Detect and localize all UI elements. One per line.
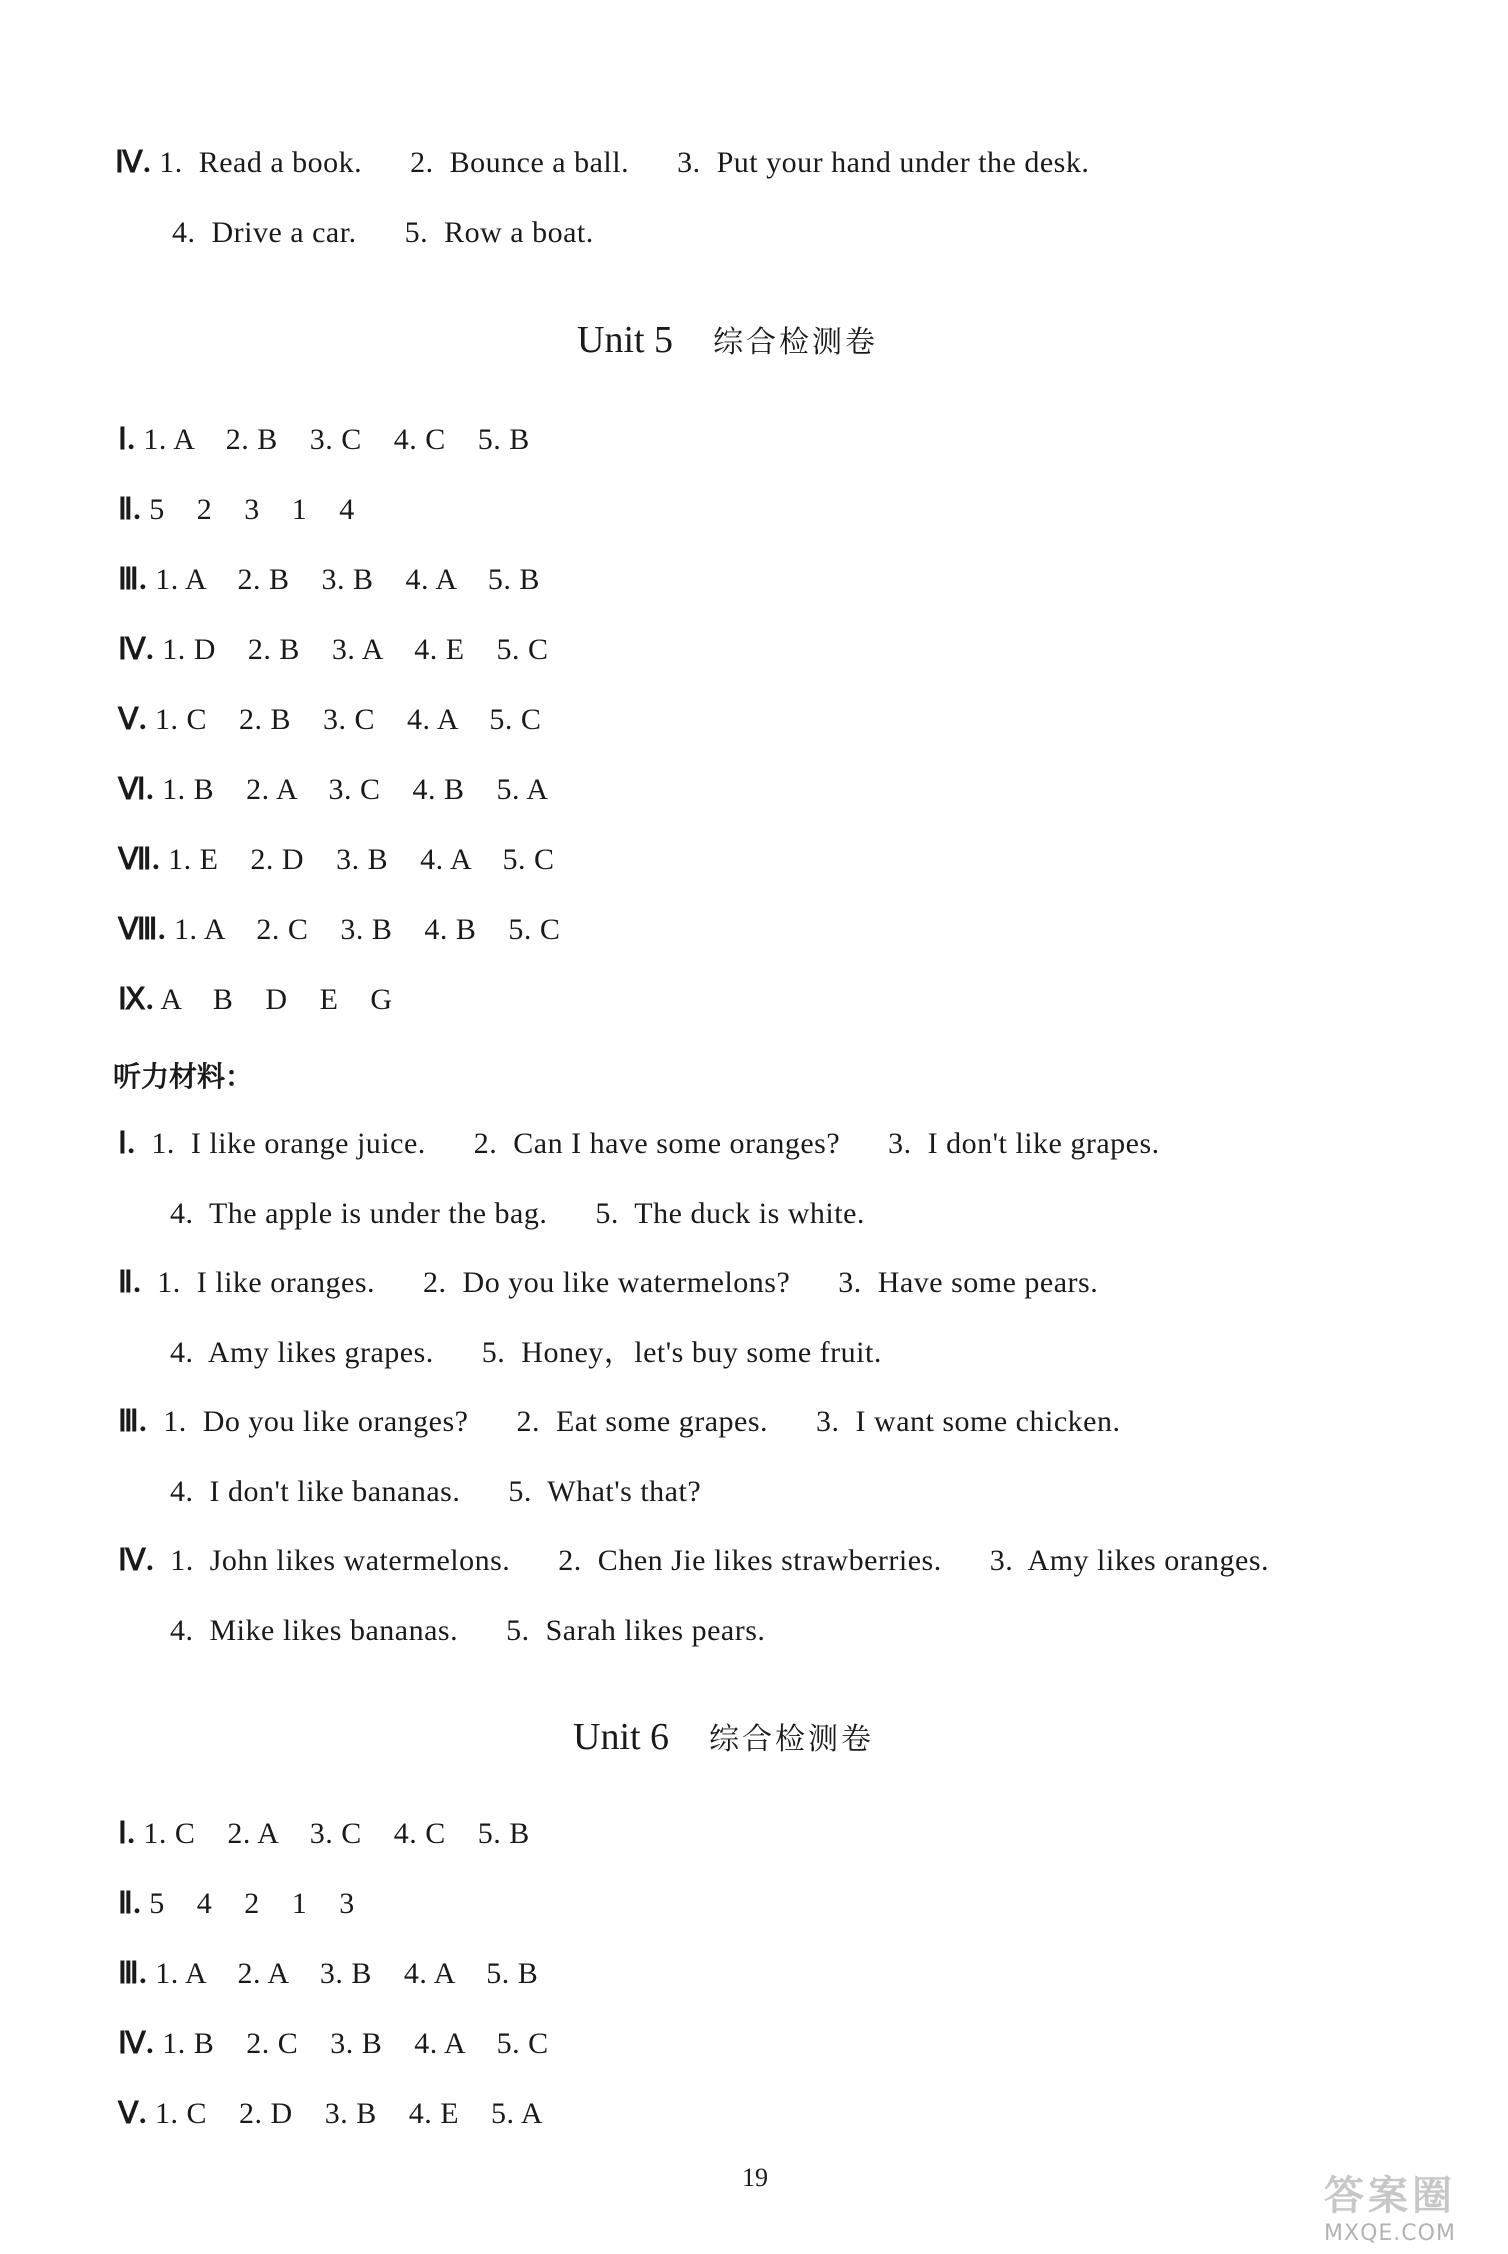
section-numeral: Ⅱ. (118, 1887, 142, 1920)
answer-row (118, 492, 355, 528)
listening-row-cont (170, 1196, 865, 1232)
listening-text: 4. I don't like bananas. 5. What's that? (170, 1475, 702, 1508)
section-numeral: Ⅲ. (118, 563, 148, 596)
answer-row (118, 702, 541, 738)
section-numeral: Ⅲ. (118, 1405, 148, 1438)
answer-row (118, 1956, 538, 1992)
answer-text: 1. A 2. B 3. B 4. A 5. B (155, 563, 540, 596)
listening-row-cont (170, 1613, 765, 1649)
top-iv-line1 (115, 145, 1089, 181)
answer-row (118, 912, 560, 948)
listening-text: 1. Do you like oranges? 2. Eat some grapes. 3. I want some chicken. (163, 1405, 1121, 1438)
answer-text: 5 2 3 1 4 (149, 493, 355, 526)
unit-title: Unit 5 (577, 319, 674, 361)
answer-text: 1. B 2. C 3. B 4. A 5. C (162, 2027, 549, 2060)
section-numeral: Ⅱ. (118, 493, 142, 526)
answer-row (118, 2096, 543, 2132)
listening-text: 4. Amy likes grapes. 5. Honey，let's buy some fruit. (170, 1336, 882, 1369)
answer-row (118, 2026, 549, 2062)
unit5-heading (577, 318, 878, 365)
unit-subtitle: 综合检测卷 (713, 325, 879, 360)
listening-row (118, 1543, 1269, 1579)
answer-text: 1. C 2. D 3. B 4. E 5. A (155, 2097, 544, 2130)
watermark-url: MXQE.COM (1324, 2221, 1456, 2246)
listening-text: 1. I like orange juice. 2. Can I have some oranges? 3. I don't like grapes. (151, 1127, 1160, 1160)
section-numeral: Ⅴ. (118, 2097, 148, 2130)
section-numeral: Ⅰ. (118, 423, 136, 456)
answer-text: A B D E G (160, 983, 393, 1016)
listening-row-cont (170, 1335, 882, 1371)
answer-text: 1. Read a book. 2. Bounce a ball. 3. Put your hand under the desk. (159, 146, 1090, 179)
listening-label: 听力材料： (113, 1060, 254, 1093)
listening-text: 1. I like oranges. 2. Do you like watermelons? 3. Have some pears. (157, 1266, 1099, 1299)
section-numeral: Ⅶ. (118, 843, 161, 876)
answer-row (118, 772, 549, 808)
answer-row (118, 562, 540, 598)
answer-row (118, 632, 549, 668)
answer-text: 1. B 2. A 3. C 4. B 5. A (162, 773, 549, 806)
answer-row (118, 1816, 530, 1852)
answer-row (118, 982, 393, 1018)
answer-row (118, 842, 554, 878)
unit-title: Unit 6 (573, 1716, 670, 1758)
answer-text: 1. A 2. B 3. C 4. C 5. B (143, 423, 530, 456)
listening-text: 4. Mike likes bananas. 5. Sarah likes pears. (170, 1614, 766, 1647)
section-numeral: Ⅲ. (118, 1957, 148, 1990)
section-numeral: Ⅵ. (118, 773, 155, 806)
answer-text: 4. Drive a car. 5. Row a boat. (172, 216, 594, 249)
listening-row (118, 1265, 1098, 1301)
answer-text: 1. A 2. C 3. B 4. B 5. C (174, 913, 561, 946)
listening-row (118, 1404, 1120, 1440)
unit6-heading (573, 1715, 874, 1762)
page-number: 19 (742, 2163, 768, 2192)
section-numeral: Ⅸ. (118, 983, 155, 1016)
answer-row (118, 1886, 355, 1922)
listening-row-cont (170, 1474, 701, 1510)
top-iv-line2 (172, 215, 594, 251)
section-numeral: Ⅷ. (118, 913, 167, 946)
watermark-text: 答案圈 (1324, 2173, 1456, 2219)
answer-row (118, 422, 530, 458)
listening-text: 1. John likes watermelons. 2. Chen Jie likes strawberries. 3. Amy likes oranges. (170, 1544, 1270, 1577)
answer-text: 1. E 2. D 3. B 4. A 5. C (168, 843, 555, 876)
section-numeral: Ⅳ. (118, 1544, 155, 1577)
answer-text: 1. C 2. A 3. C 4. C 5. B (143, 1817, 530, 1850)
answer-text: 1. C 2. B 3. C 4. A 5. C (155, 703, 542, 736)
answer-text: 1. A 2. A 3. B 4. A 5. B (155, 1957, 539, 1990)
listening-row (118, 1126, 1160, 1162)
listening-text: 4. The apple is under the bag. 5. The duck is white. (170, 1197, 865, 1230)
section-numeral: Ⅳ. (118, 2027, 155, 2060)
section-numeral: Ⅴ. (118, 703, 148, 736)
section-numeral: Ⅰ. (118, 1817, 136, 1850)
section-numeral: Ⅱ. (118, 1266, 142, 1299)
answer-text: 1. D 2. B 3. A 4. E 5. C (162, 633, 549, 666)
section-numeral: Ⅰ. (118, 1127, 136, 1160)
answer-text: 5 4 2 1 3 (149, 1887, 355, 1920)
section-numeral: Ⅳ. (115, 146, 152, 179)
unit-subtitle: 综合检测卷 (709, 1722, 875, 1757)
watermark-logo (1290, 2164, 1490, 2244)
section-numeral: Ⅳ. (118, 633, 155, 666)
